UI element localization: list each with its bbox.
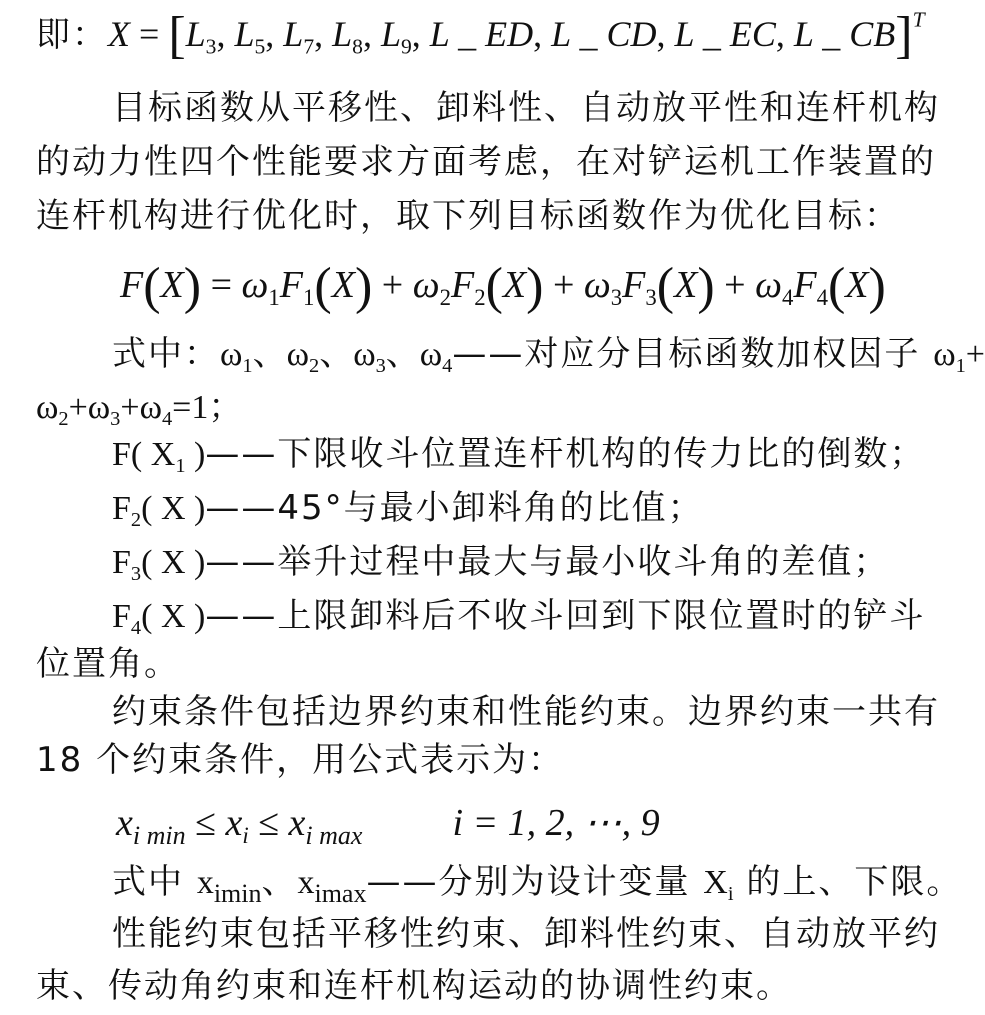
x-symbol: x <box>288 802 306 844</box>
subscript-imin: imin <box>213 879 262 909</box>
subscript: 4 <box>442 355 453 378</box>
subscript: 4 <box>161 408 173 431</box>
x-symbol: X <box>502 264 527 306</box>
right-bracket: ] <box>895 7 913 64</box>
def-text: 分别为设计变量 <box>438 862 704 902</box>
weights-def-line1 <box>112 334 985 378</box>
subscript: 1 <box>268 284 280 310</box>
subscript-imin: i min <box>132 821 186 851</box>
subscript: 3 <box>645 284 657 310</box>
vec-elem: L <box>283 14 304 54</box>
def-text: 对应分目标函数加权因子 <box>524 334 934 374</box>
subscript: 1 <box>242 355 253 378</box>
f-arg: ( X ) <box>141 598 206 635</box>
x-symbol: X <box>845 264 869 306</box>
f-symbol: F <box>793 264 817 306</box>
plus-sign: + <box>68 389 88 426</box>
omega-symbol: ω <box>933 336 956 373</box>
def-prefix: 式中 <box>112 862 197 902</box>
omega-symbol: ω <box>419 336 443 373</box>
vec-sep: , <box>314 14 333 54</box>
x-symbol: X <box>703 864 728 901</box>
para1-line1: 目标函数从平移性、卸料性、自动放平性和连杆机构 <box>112 88 940 128</box>
f-def-text: 下限收斗位置连杆机构的传力比的倒数； <box>277 434 926 474</box>
vec-elem: L <box>185 14 206 54</box>
equals-sign: = <box>130 14 169 54</box>
f-symbol: F <box>112 490 131 527</box>
paren: ) <box>697 258 715 315</box>
vec-sep: , <box>216 14 235 54</box>
f4-definition-cont: 位置角。 <box>36 644 180 684</box>
f-symbol: F <box>120 264 144 306</box>
f-symbol: F <box>112 598 131 635</box>
left-bracket: [ <box>168 7 186 64</box>
bounds-definition <box>112 862 963 909</box>
f4-definition <box>112 596 926 640</box>
x-symbol: x <box>297 864 315 901</box>
vec-sep: , <box>656 14 675 54</box>
paren: ) <box>526 258 544 315</box>
f-symbol: F <box>112 436 131 473</box>
subscript-i: i <box>242 822 249 848</box>
le-sign: ≤ <box>248 802 289 844</box>
weights-list <box>220 336 453 378</box>
vec-elem: L <box>234 14 255 54</box>
subscript: 3 <box>110 408 121 431</box>
sum-equals: =1； <box>172 389 243 426</box>
f-symbol: F <box>622 264 646 306</box>
subscript: 3 <box>130 563 142 586</box>
f-def-text: 上限卸料后不收斗回到下限位置时的铲斗 <box>277 596 926 636</box>
f-arg: ( X ) <box>141 490 206 527</box>
plus-sign: + <box>120 389 140 426</box>
vec-sep: , <box>411 14 430 54</box>
para1-line2: 的动力性四个性能要求方面考虑，在对铲运机工作装置的 <box>36 142 936 182</box>
paren: ( <box>485 258 503 315</box>
em-dash: —— <box>205 434 278 474</box>
subscript: 2 <box>58 408 69 431</box>
f-symbol: F <box>112 544 131 581</box>
design-vector-line <box>36 7 925 64</box>
f-arg: ( X ) <box>141 544 206 581</box>
para3-line1: 性能约束包括平移性约束、卸料性约束、自动放平约 <box>112 914 940 954</box>
x-symbol: x <box>196 864 214 901</box>
plus-sign: + <box>372 264 413 306</box>
para1-line3: 连杆机构进行优化时，取下列目标函数作为优化目标： <box>36 196 900 236</box>
subscript-imax: i max <box>305 821 363 851</box>
subscript: 2 <box>130 509 142 532</box>
omega-symbol: ω <box>36 389 59 426</box>
separator: 、 <box>261 862 298 902</box>
line-prefix: 即： <box>36 15 108 55</box>
em-dash: —— <box>205 596 278 636</box>
vec-elem: L <box>380 14 401 54</box>
subscript: 2 <box>474 284 486 310</box>
vec-sep: , <box>362 14 381 54</box>
f1-definition <box>112 434 926 478</box>
vec-elem: L _ EC <box>674 14 776 54</box>
f2-definition <box>112 488 704 532</box>
design-vector-formula <box>108 7 925 64</box>
sum-start <box>933 336 985 378</box>
paren: ( <box>314 258 332 315</box>
omega-symbol: ω <box>241 264 269 306</box>
omega-symbol: ω <box>220 336 243 373</box>
separator: 、 <box>252 336 287 373</box>
f-symbol: F <box>279 264 303 306</box>
omega-symbol: ω <box>87 389 111 426</box>
def-prefix: 式中： <box>112 334 220 374</box>
vec-sep: , <box>775 14 794 54</box>
subscript: 4 <box>130 617 142 640</box>
x-symbol: X <box>674 264 698 306</box>
x-symbol: x <box>225 802 243 844</box>
x-symbol: x <box>116 802 133 844</box>
vec-sub: 9 <box>400 34 412 59</box>
vec-elem: L _ ED <box>429 14 534 54</box>
vec-sub: 3 <box>205 34 217 59</box>
vec-elem: L _ CD <box>551 14 657 54</box>
f-def-text: 举升过程中最大与最小收斗角的差值； <box>277 542 890 582</box>
bound-constraint-formula <box>116 800 660 851</box>
le-sign: ≤ <box>185 802 226 844</box>
em-dash: —— <box>205 488 278 528</box>
vec-sep: , <box>265 14 284 54</box>
weights-def-line2 <box>36 388 243 431</box>
paren: ( <box>827 258 846 315</box>
separator: 、 <box>385 336 420 373</box>
subscript: 2 <box>308 355 320 378</box>
f-def-text: 45°与最小卸料角的比值； <box>277 488 704 528</box>
subscript: 4 <box>781 284 794 310</box>
vec-sep: , <box>533 14 552 54</box>
omega-symbol: ω <box>286 336 309 373</box>
para2-line1: 约束条件包括边界约束和性能约束。边界约束一共有 <box>112 692 940 732</box>
paren: ( <box>656 258 675 315</box>
equals-sign: = <box>201 264 242 306</box>
em-dash: —— <box>366 862 439 902</box>
f-symbol: F <box>450 264 475 306</box>
def-text: 的上、下限。 <box>733 862 963 902</box>
subscript-i: i <box>727 883 734 906</box>
paren: ) <box>868 258 886 315</box>
f-arg-close: ) <box>185 436 206 473</box>
subscript: 1 <box>303 284 315 310</box>
vector-var: X <box>108 14 130 54</box>
em-dash: —— <box>452 334 525 374</box>
plus-sign: + <box>714 264 756 306</box>
objective-formula <box>120 258 886 315</box>
vec-sub: 8 <box>352 34 363 59</box>
f-arg: ( X <box>130 436 176 473</box>
em-dash: —— <box>205 542 278 582</box>
x-symbol: X <box>160 264 184 306</box>
plus-sign: + <box>965 336 985 373</box>
vec-sub: 5 <box>254 34 266 59</box>
subscript: 1 <box>175 455 186 478</box>
plus-sign: + <box>543 264 584 306</box>
paren: ( <box>143 258 161 315</box>
subscript-imax: imax <box>314 879 367 909</box>
x-symbol: X <box>331 264 355 306</box>
subscript: 1 <box>955 355 966 378</box>
paren: ) <box>183 258 202 315</box>
para2-line2: 18 个约束条件，用公式表示为： <box>36 740 565 780</box>
vec-elem: L _ CB <box>793 14 896 54</box>
para3-line2: 束、传动角约束和连杆机构运动的协调性约束。 <box>36 966 792 1006</box>
f3-definition <box>112 542 890 586</box>
omega-symbol: ω <box>583 264 611 306</box>
omega-symbol: ω <box>412 264 440 306</box>
subscript: 2 <box>439 284 451 310</box>
vec-elem: L <box>332 14 353 54</box>
omega-symbol: ω <box>139 389 162 426</box>
omega-symbol: ω <box>353 336 376 373</box>
subscript: 4 <box>816 284 828 310</box>
separator: 、 <box>319 336 354 373</box>
subscript: 3 <box>610 284 623 310</box>
transpose-sup: T <box>912 7 925 32</box>
paren: ) <box>354 258 373 315</box>
index-range: i = 1, 2, ⋯, 9 <box>452 802 660 844</box>
vec-sub: 7 <box>303 34 315 59</box>
omega-symbol: ω <box>755 264 782 306</box>
subscript: 3 <box>375 355 386 378</box>
